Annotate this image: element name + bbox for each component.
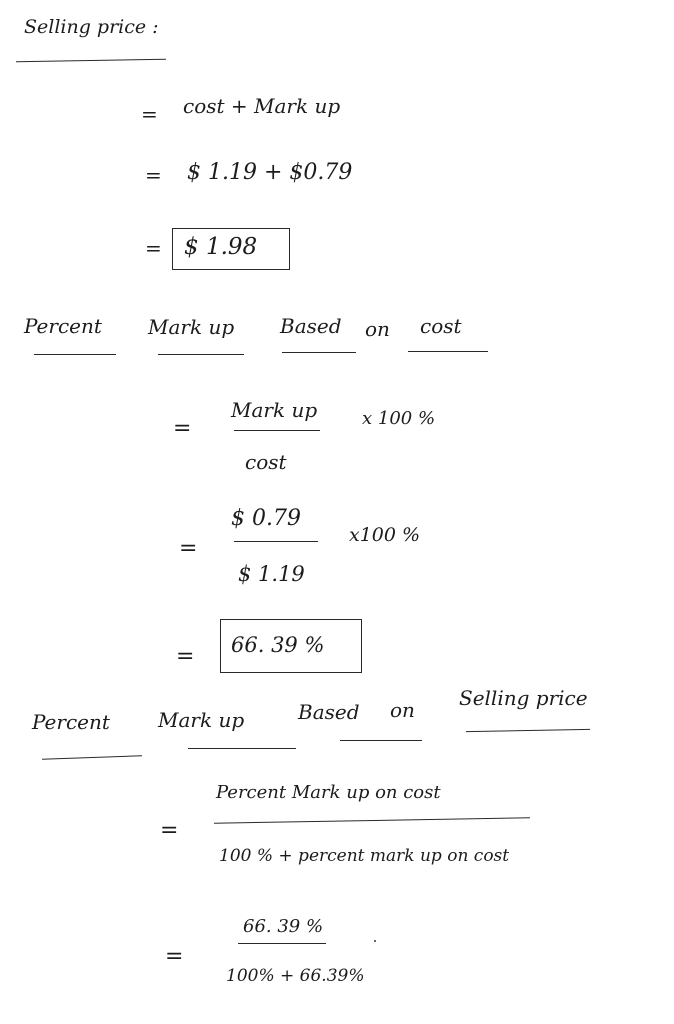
selling-price-heading: Selling price : — [24, 16, 159, 38]
cost-fraction-1-numerator: Mark up — [231, 398, 318, 422]
cost-title-markup: Mark up — [148, 315, 235, 339]
sp-title-underline-2 — [188, 748, 296, 749]
cost-fraction-2-denominator: $ 1.19 — [238, 562, 305, 586]
sp-fraction-2-denominator: 100% + 66.39% — [226, 966, 365, 986]
sp-fraction-2-numerator: 66. 39 % — [243, 916, 324, 937]
cost-title-cost: cost — [420, 314, 462, 338]
cost-equals-1: = — [173, 416, 192, 441]
cost-title-underline-2 — [158, 354, 244, 355]
sp-formula: cost + Mark up — [183, 94, 341, 118]
sp-fraction-1-numerator: Percent Mark up on cost — [216, 782, 441, 803]
sp-frac-equals-2: = — [165, 944, 184, 969]
sp-fraction-1-denominator: 100 % + percent mark up on cost — [219, 846, 510, 866]
sp-title-on: on — [390, 698, 415, 722]
sp-title-underline-3 — [340, 740, 422, 741]
sp-substitution: $ 1.19 + $0.79 — [187, 160, 353, 185]
sp-equals-1: = — [141, 102, 158, 126]
cost-answer: 66. 39 % — [231, 633, 325, 657]
sp-title-underline-1 — [42, 755, 142, 759]
cost-times-100-2: x100 % — [349, 524, 421, 546]
cost-times-100-1: x 100 % — [362, 408, 436, 429]
cost-fraction-1-bar — [234, 430, 320, 431]
sp-fraction-1-bar — [214, 817, 530, 824]
cost-fraction-2-numerator: $ 0.79 — [231, 506, 301, 531]
stray-dot — [374, 940, 376, 942]
cost-title-underline-1 — [34, 354, 116, 355]
sp-answer: $ 1.98 — [184, 234, 258, 260]
cost-fraction-2-bar — [234, 541, 318, 542]
cost-equals-3: = — [176, 644, 195, 669]
sp-title-markup: Mark up — [158, 708, 245, 732]
cost-fraction-1-denominator: cost — [245, 450, 287, 474]
cost-title-percent: Percent — [24, 314, 102, 338]
sp-equals-3: = — [145, 236, 162, 260]
sp-title-selling-price: Selling price — [459, 686, 588, 710]
sp-fraction-2-bar — [238, 943, 326, 944]
cost-title-underline-3 — [282, 352, 356, 353]
sp-title-based: Based — [298, 700, 360, 724]
sp-title-percent: Percent — [32, 710, 110, 734]
cost-title-on: on — [365, 317, 390, 341]
sp-frac-equals-1: = — [160, 818, 179, 843]
sp-title-underline-4 — [466, 729, 590, 732]
sp-equals-2: = — [145, 163, 162, 187]
cost-equals-2: = — [179, 536, 198, 561]
heading-underline — [16, 59, 166, 63]
cost-title-underline-4 — [408, 351, 488, 352]
cost-title-based: Based — [280, 314, 342, 338]
